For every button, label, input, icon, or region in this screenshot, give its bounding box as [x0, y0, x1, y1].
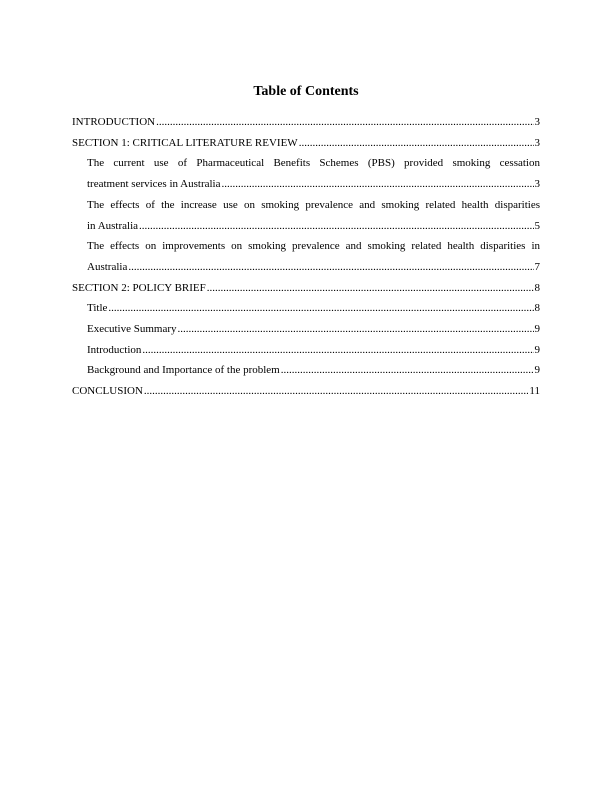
toc-entry-executive-summary[interactable] [72, 319, 540, 340]
toc-page-number: 9 [534, 343, 540, 356]
toc-entry-section-1[interactable] [72, 133, 540, 154]
toc-leader-dots [281, 360, 534, 381]
toc-leader-dots [178, 319, 534, 340]
toc-entry-text: Executive Summary [87, 323, 177, 336]
toc-leader-dots [142, 340, 533, 361]
toc-entry-text: SECTION 1: CRITICAL LITERATURE REVIEW [72, 136, 298, 149]
toc-entry-introduction-sub[interactable] [72, 340, 540, 361]
toc-entry-text: treatment services in Australia [87, 178, 221, 191]
toc-page-number: 7 [534, 260, 540, 273]
toc-page-number: 3 [534, 136, 540, 149]
toc-page-number: 9 [534, 364, 540, 377]
toc-entry-text: Background and Importance of the problem [87, 364, 280, 377]
toc-entry-title[interactable] [72, 298, 540, 319]
toc-entry-effects-improvements[interactable] [72, 236, 540, 277]
toc-entry-conclusion[interactable] [72, 381, 540, 402]
toc-entry-effects-increase[interactable] [72, 195, 540, 236]
toc-entry-text-line1: The effects on improvements on smoking prevalence and smoking related health disparities in [87, 240, 540, 253]
toc-entry-text: Title [87, 302, 108, 315]
toc-leader-dots [144, 381, 529, 402]
toc-page-number: 11 [529, 385, 540, 398]
toc-entry-text: in Australia [87, 219, 139, 232]
toc-entry-introduction[interactable] [72, 112, 540, 133]
toc-page-number: 3 [534, 178, 540, 191]
toc-leader-dots [108, 298, 533, 319]
toc-list [72, 112, 540, 402]
toc-entry-text: CONCLUSION [72, 385, 143, 398]
toc-entry-section-2[interactable] [72, 278, 540, 299]
toc-page-number: 8 [534, 281, 540, 294]
toc-entry-text-line1: The effects of the increase use on smoking prevalence and smoking related health disparities [87, 198, 540, 211]
toc-page-number: 8 [534, 302, 540, 315]
toc-page-number: 9 [534, 323, 540, 336]
toc-entry-text: INTRODUCTION [72, 116, 156, 128]
toc-entry-text: Australia [87, 260, 128, 273]
toc-entry-pbs-current-use[interactable] [72, 153, 540, 194]
toc-page-number: 3 [534, 116, 540, 128]
toc-leader-dots [156, 112, 533, 133]
toc-leader-dots [128, 257, 533, 278]
toc-leader-dots [207, 278, 534, 299]
toc-leader-dots [221, 174, 533, 195]
toc-leader-dots [299, 133, 534, 154]
toc-entry-text: SECTION 2: POLICY BRIEF [72, 281, 206, 294]
toc-page-number: 5 [534, 219, 540, 232]
toc-leader-dots [139, 216, 533, 237]
toc-title: Table of Contents [253, 84, 359, 99]
toc-entry-background[interactable] [72, 360, 540, 381]
toc-entry-text-line1: The current use of Pharmaceutical Benefits Schemes (PBS) provided smoking cessation [87, 157, 540, 170]
toc-entry-text: Introduction [87, 343, 142, 356]
